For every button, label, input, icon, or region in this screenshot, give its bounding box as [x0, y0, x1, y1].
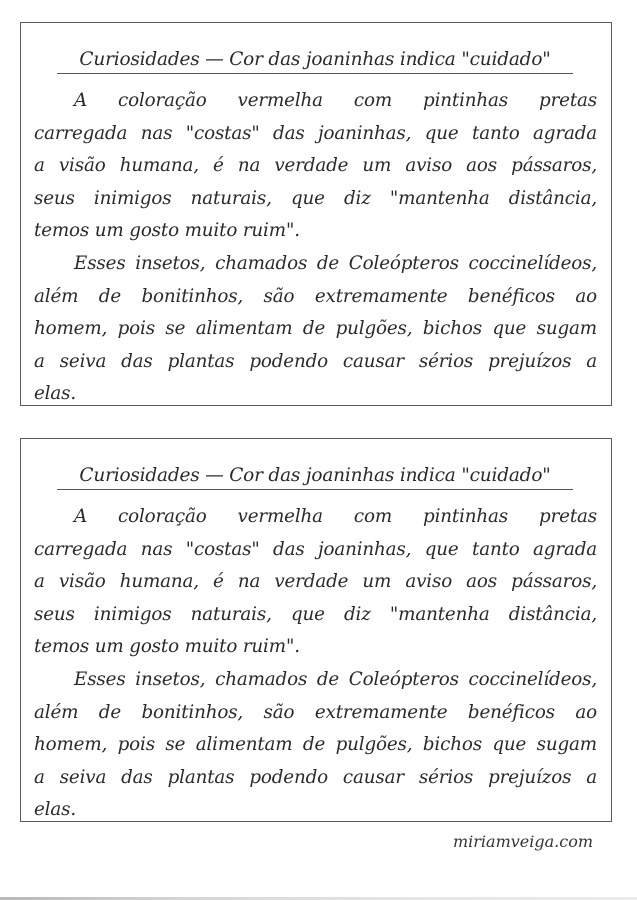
paragraph-1-line-5: temos um gosto muito ruim". [34, 636, 300, 658]
paragraph-1-line-1: A coloração vermelha com pintinhas pretas [74, 506, 597, 527]
paragraph-2-line-2: além de bonitinhos, são extremamente benéficos ao [34, 701, 597, 723]
paragraph-1-line-4: seus inimigos naturais, que diz "mantenha distância, [34, 187, 597, 209]
paragraph-2-line-4: a seiva das plantas podendo causar sérios prejuízos a [34, 766, 597, 788]
paragraph-1-line-4: seus inimigos naturais, que diz "mantenha distância, [34, 603, 597, 625]
card-title: Curiosidades — Cor das joaninhas indica "cuidado" [57, 463, 573, 490]
reading-card-2 [20, 438, 612, 822]
paragraph-2-line-1: Esses insetos, chamados de Coleópteros coccinelídeos, [74, 252, 597, 274]
paragraph-1-line-2: carregada nas "costas" das joaninhas, que tanto agrada [34, 122, 597, 144]
paragraph-1-line-3: a visão humana, é na verdade um aviso aos pássaros, [34, 155, 597, 177]
site-credit: miriamveiga.com [452, 832, 593, 851]
card-body-text [34, 85, 597, 411]
paragraph-2-line-4: a seiva das plantas podendo causar sérios prejuízos a [34, 350, 597, 372]
paragraph-1-line-5: temos um gosto muito ruim". [34, 220, 300, 242]
paragraph-1-line-3: a visão humana, é na verdade um aviso aos pássaros, [34, 571, 597, 593]
card-body-text [34, 501, 597, 827]
reading-card-1 [20, 22, 612, 406]
paragraph-2-line-2: além de bonitinhos, são extremamente benéficos ao [34, 285, 597, 307]
paragraph-2-line-1: Esses insetos, chamados de Coleópteros coccinelídeos, [74, 668, 597, 690]
paragraph-2-line-5: elas. [34, 799, 77, 821]
paragraph-2-line-5: elas. [34, 383, 77, 405]
paragraph-1-line-2: carregada nas "costas" das joaninhas, que tanto agrada [34, 538, 597, 560]
paragraph-1-line-1: A coloração vermelha com pintinhas pretas [74, 90, 597, 111]
card-title: Curiosidades — Cor das joaninhas indica "cuidado" [57, 47, 573, 74]
paragraph-2-line-3: homem, pois se alimentam de pulgões, bichos que sugam [34, 318, 597, 340]
paragraph-2-line-3: homem, pois se alimentam de pulgões, bichos que sugam [34, 734, 597, 756]
